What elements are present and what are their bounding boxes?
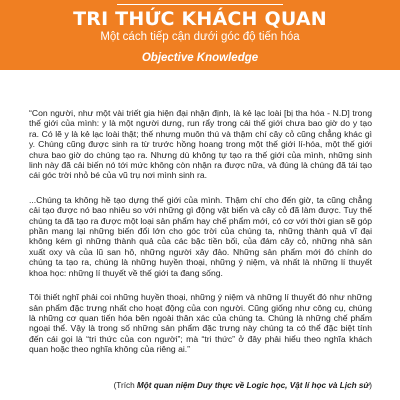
- quote-paragraph-3: Tôi thiết nghĩ phải coi những huyền thoại, những ý niệm và những lí thuyết đó như những sản phẩm đặc trưng nhất cho hoạt động của con người. Cũng giống như công cụ, chúng là những cơ quan tiến hóa bên ngoài thân xác của chúng ta. Chúng là những chế phẩm ngoại thể. Vậy là trong số những sản phẩm đặc trưng này chúng ta có thể đặc biệt tính đến cái gọi là “tri thức của con người”; mà “tri thức” ở đây phải hiểu theo nghĩa khách quan hoặc theo nghĩa không của riêng ai.”: [29, 292, 372, 355]
- title-top-rule: [117, 4, 283, 5]
- citation-prefix: (Trích: [113, 381, 137, 390]
- header-banner: [0, 0, 400, 70]
- quote-paragraph-1: “Con người, như một vài triết gia hiện đại nhận định, là kẻ lạc loài [bị tha hóa - N.D] trong thế giới của mình: y là một người dưng, run rẩy trong cái thế giới chưa bao giờ do y tạo ra. Có lẽ y là kẻ lạc loài thật; thế nhưng muôn thú và thậm chí cây cỏ cũng chẳng khác gì y. Chúng cũng được sinh ra từ trước hồng hoang trong một thế giới lí-hóa, một thế giới chưa bao giờ do chúng tạo ra. Nhưng dù không tự tạo ra thế giới của mình, những sinh linh này đã cải biến nó tới mức không còn nhận ra được nữa, và đúng là chúng đã tái tạo cái góc trời nhỏ bé của vũ trụ nơi mình sinh ra.: [29, 108, 372, 181]
- page-title: TRI THỨC KHÁCH QUAN: [73, 8, 327, 30]
- english-title: Objective Knowledge: [141, 52, 259, 64]
- citation-suffix: ): [369, 381, 372, 390]
- page-subtitle: Một cách tiếp cận dưới góc độ tiến hóa: [100, 31, 300, 43]
- quote-body: [29, 108, 372, 369]
- citation-title: Một quan niệm Duy thực về Logic học, Vật lí học và Lịch sử: [136, 381, 370, 390]
- citation: [29, 381, 372, 391]
- quote-paragraph-2: ...Chúng ta không hề tạo dựng thế giới của mình. Thậm chí cho đến giờ, ta cũng chẳng cải tạo được nó bao nhiêu so với những gì động vật biển và cây cỏ đã làm được. Tuy thế chúng ta đã tạo ra được một loại sản phẩm hay chế phẩm mới, có cơ với thời gian sẽ góp phần mang lại những biến đổi lớn cho góc trời của chúng ta, những thành quả vĩ đại không kém gì những thành quả của các bậc tiền bối, của đám cây cỏ, những nhà sản xuất oxy và của lũ san hô, những người xây đảo. Những sản phẩm mới đó chính do chúng ta tạo ra, chúng là những huyền thoại, những ý niệm, và nhất là những lí thuyết khoa học: những lí thuyết về thế giới ta đang sống.: [29, 194, 372, 278]
